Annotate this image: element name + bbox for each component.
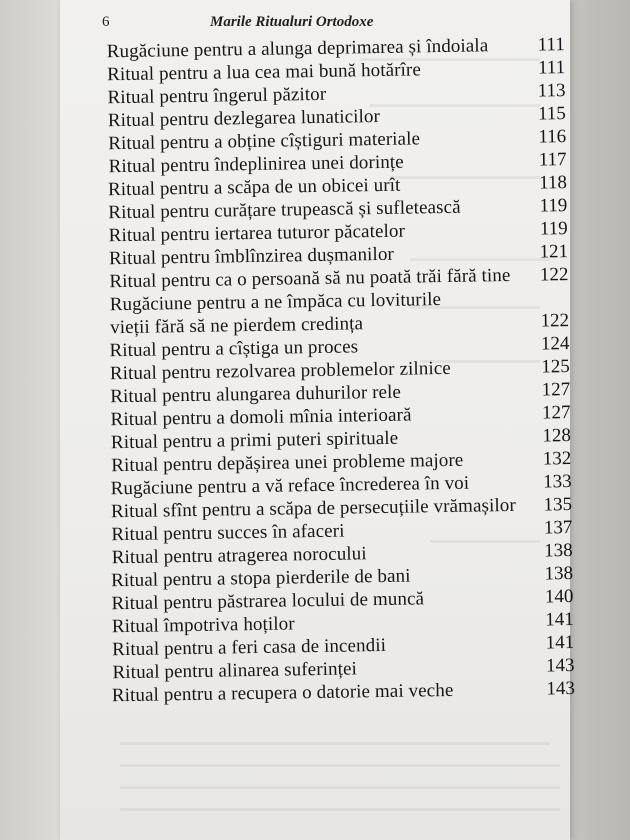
entry-page: 117: [538, 149, 567, 171]
entry-title: Ritual pentru îmblînzirea dușmanilor: [108, 243, 395, 270]
entry-title: vieții fără să ne pierdem credința: [109, 313, 364, 339]
entry-page: 113: [537, 80, 566, 102]
entry-page: 111: [537, 34, 565, 56]
entry-page: 116: [538, 126, 567, 148]
entry-title: Rugăciune pentru a alunga deprimarea și îndoiala: [106, 35, 489, 63]
entry-page: 122: [540, 310, 570, 332]
entry-page: 143: [546, 677, 576, 700]
entry-title: Ritual pentru a feri casa de incendii: [112, 634, 387, 661]
entry-title: Ritual pentru a recupera o datorie mai veche: [111, 679, 454, 707]
book-page: [60, 0, 576, 840]
entry-page: 141: [545, 632, 575, 654]
entry-title: Ritual pentru îndeplinirea unei dorințe: [108, 151, 404, 178]
entry-title: Ritual pentru dezlegarea lunaticilor: [107, 105, 381, 132]
entry-title: Ritual pentru curățare trupească și sufletească: [108, 196, 461, 224]
entry-page: 115: [537, 103, 567, 125]
entry-page: 141: [545, 609, 574, 631]
entry-page: 119: [539, 218, 568, 240]
entry-page: 143: [545, 655, 575, 677]
entry-page: 137: [543, 517, 573, 539]
entry-title: Ritual pentru depășirea unei probleme majore: [111, 449, 464, 477]
entry-title: Ritual împotriva hoților: [111, 613, 295, 638]
entry-page: 118: [538, 172, 568, 194]
entry-title: Ritual pentru îngerul păzitor: [107, 83, 327, 109]
entry-title: Ritual pentru iertarea tuturor păcatelor: [108, 220, 406, 247]
entry-title: Ritual pentru a scăpa de un obicei urît: [107, 174, 401, 201]
running-head: Marile Ritualuri Ortodoxe: [210, 14, 374, 30]
entry-title: Ritual pentru a primi puteri spirituale: [110, 427, 399, 454]
entry-title: Ritual pentru ca o persoană să nu poată trăi fără tine: [109, 264, 511, 293]
entry-page: 119: [539, 195, 568, 217]
entry-page: 111: [537, 57, 566, 79]
entry-page: 138: [544, 563, 574, 585]
entry-title: Ritual sfînt pentru a scăpa de persecuțiile vrămașilor: [110, 494, 516, 523]
entry-page: 135: [543, 494, 573, 516]
background-left: [0, 0, 60, 840]
entry-page: 127: [541, 402, 571, 424]
entry-page: 127: [541, 379, 571, 401]
entry-page: 125: [541, 356, 570, 378]
entry-title: Ritual pentru succes în afaceri: [111, 520, 345, 546]
table-of-contents: [60, 0, 583, 840]
entry-title: Ritual pentru alinarea suferinței: [112, 658, 358, 684]
entry-title: Ritual pentru a lua cea mai bună hotărîre: [107, 59, 422, 86]
entry-title: Ritual pentru a obține cîștiguri materiale: [108, 128, 421, 155]
entry-page: 124: [540, 333, 570, 355]
entry-title: Ritual pentru alungarea duhurilor rele: [110, 381, 402, 408]
entry-title: Ritual pentru rezolvarea problemelor zilnice: [109, 357, 451, 385]
entry-title: Ritual pentru a domoli mînia interioară: [110, 404, 412, 431]
entry-page: 133: [542, 471, 572, 493]
entry-page: 128: [542, 425, 572, 447]
entry-page: 121: [539, 241, 569, 263]
entry-title: Ritual pentru păstrarea locului de muncă: [111, 588, 425, 615]
entry-title: Rugăciune pentru a vă reface încrederea în voi: [110, 472, 470, 500]
entry-page: 122: [539, 264, 569, 286]
entry-title: Ritual pentru a stopa pierderile de bani: [110, 565, 411, 592]
entry-page: 138: [544, 540, 573, 562]
page-number: 6: [102, 14, 110, 30]
entry-title: Ritual pentru a cîștiga un proces: [109, 336, 359, 362]
entry-title: Rugăciune pentru a ne împăca cu loviturile: [109, 289, 442, 316]
entry-page: 140: [544, 586, 574, 608]
entry-title: Ritual pentru atragerea norocului: [111, 543, 367, 569]
entry-page: 132: [542, 448, 572, 470]
